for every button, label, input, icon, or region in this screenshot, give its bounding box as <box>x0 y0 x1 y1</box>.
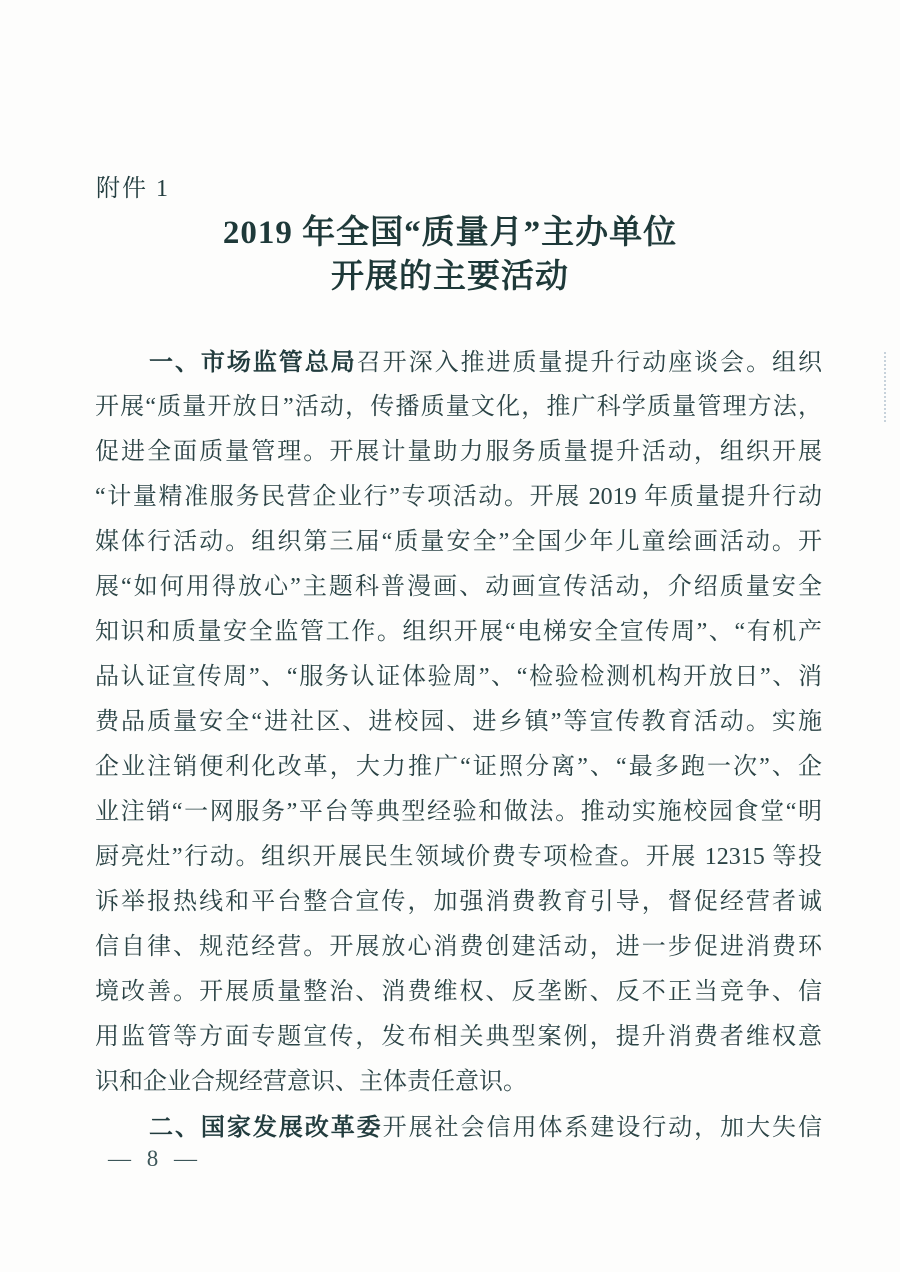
attachment-label: 附件 1 <box>96 176 170 202</box>
document-title-line2: 开展的主要活动 <box>331 259 569 295</box>
body-line: 展“如何用得放心”主题科普漫画、动画宣传活动，介绍质量安全 <box>95 574 822 600</box>
paragraph-lead: 一、市场监管总局 <box>149 349 357 376</box>
scan-artifact <box>884 352 888 422</box>
body-line: 境改善。开展质量整治、消费维权、反垄断、反不正当竞争、信 <box>95 979 822 1005</box>
body-line: 二、国家发展改革委开展社会信用体系建设行动，加大失信 <box>149 1114 822 1141</box>
body-line: 费品质量安全“进社区、进校园、进乡镇”等宣传教育活动。实施 <box>95 709 822 735</box>
body-line: 品认证宣传周”、“服务认证体验周”、“检验检测机构开放日”、消 <box>95 664 822 690</box>
body-line: 信自律、规范经营。开展放心消费创建活动，进一步促进消费环 <box>95 934 822 960</box>
body-line: 企业注销便利化改革，大力推广“证照分离”、“最多跑一次”、企 <box>95 754 822 780</box>
body-line: 用监管等方面专题宣传，发布相关典型案例，提升消费者维权意 <box>95 1024 822 1050</box>
body-line: 媒体行活动。组织第三届“质量安全”全国少年儿童绘画活动。开 <box>95 529 822 555</box>
document-title-line1: 2019 年全国“质量月”主办单位 <box>222 215 678 251</box>
body-line: 诉举报热线和平台整合宣传，加强消费教育引导，督促经营者诚 <box>95 889 822 915</box>
body-line: “计量精准服务民营企业行”专项活动。开展 2019 年质量提升行动 <box>95 484 822 510</box>
body-line: 业注销“一网服务”平台等典型经验和做法。推动实施校园食堂“明 <box>95 799 822 825</box>
paragraph-lead: 二、国家发展改革委 <box>149 1114 383 1141</box>
page-number: — 8 — <box>108 1146 202 1171</box>
document-body <box>95 340 822 1150</box>
body-line: 识和企业合规经营意识、主体责任意识。 <box>95 1069 527 1095</box>
body-line: 促进全面质量管理。开展计量助力服务质量提升活动，组织开展 <box>95 439 822 465</box>
body-line: 知识和质量安全监管工作。组织开展“电梯安全宣传周”、“有机产 <box>95 619 822 645</box>
body-line: 厨亮灶”行动。组织开展民生领域价费专项检查。开展 12315 等投 <box>95 844 822 870</box>
body-line: 一、市场监管总局召开深入推进质量提升行动座谈会。组织 <box>149 349 823 376</box>
body-line: 开展“质量开放日”活动，传播质量文化，推广科学质量管理方法， <box>95 394 822 420</box>
